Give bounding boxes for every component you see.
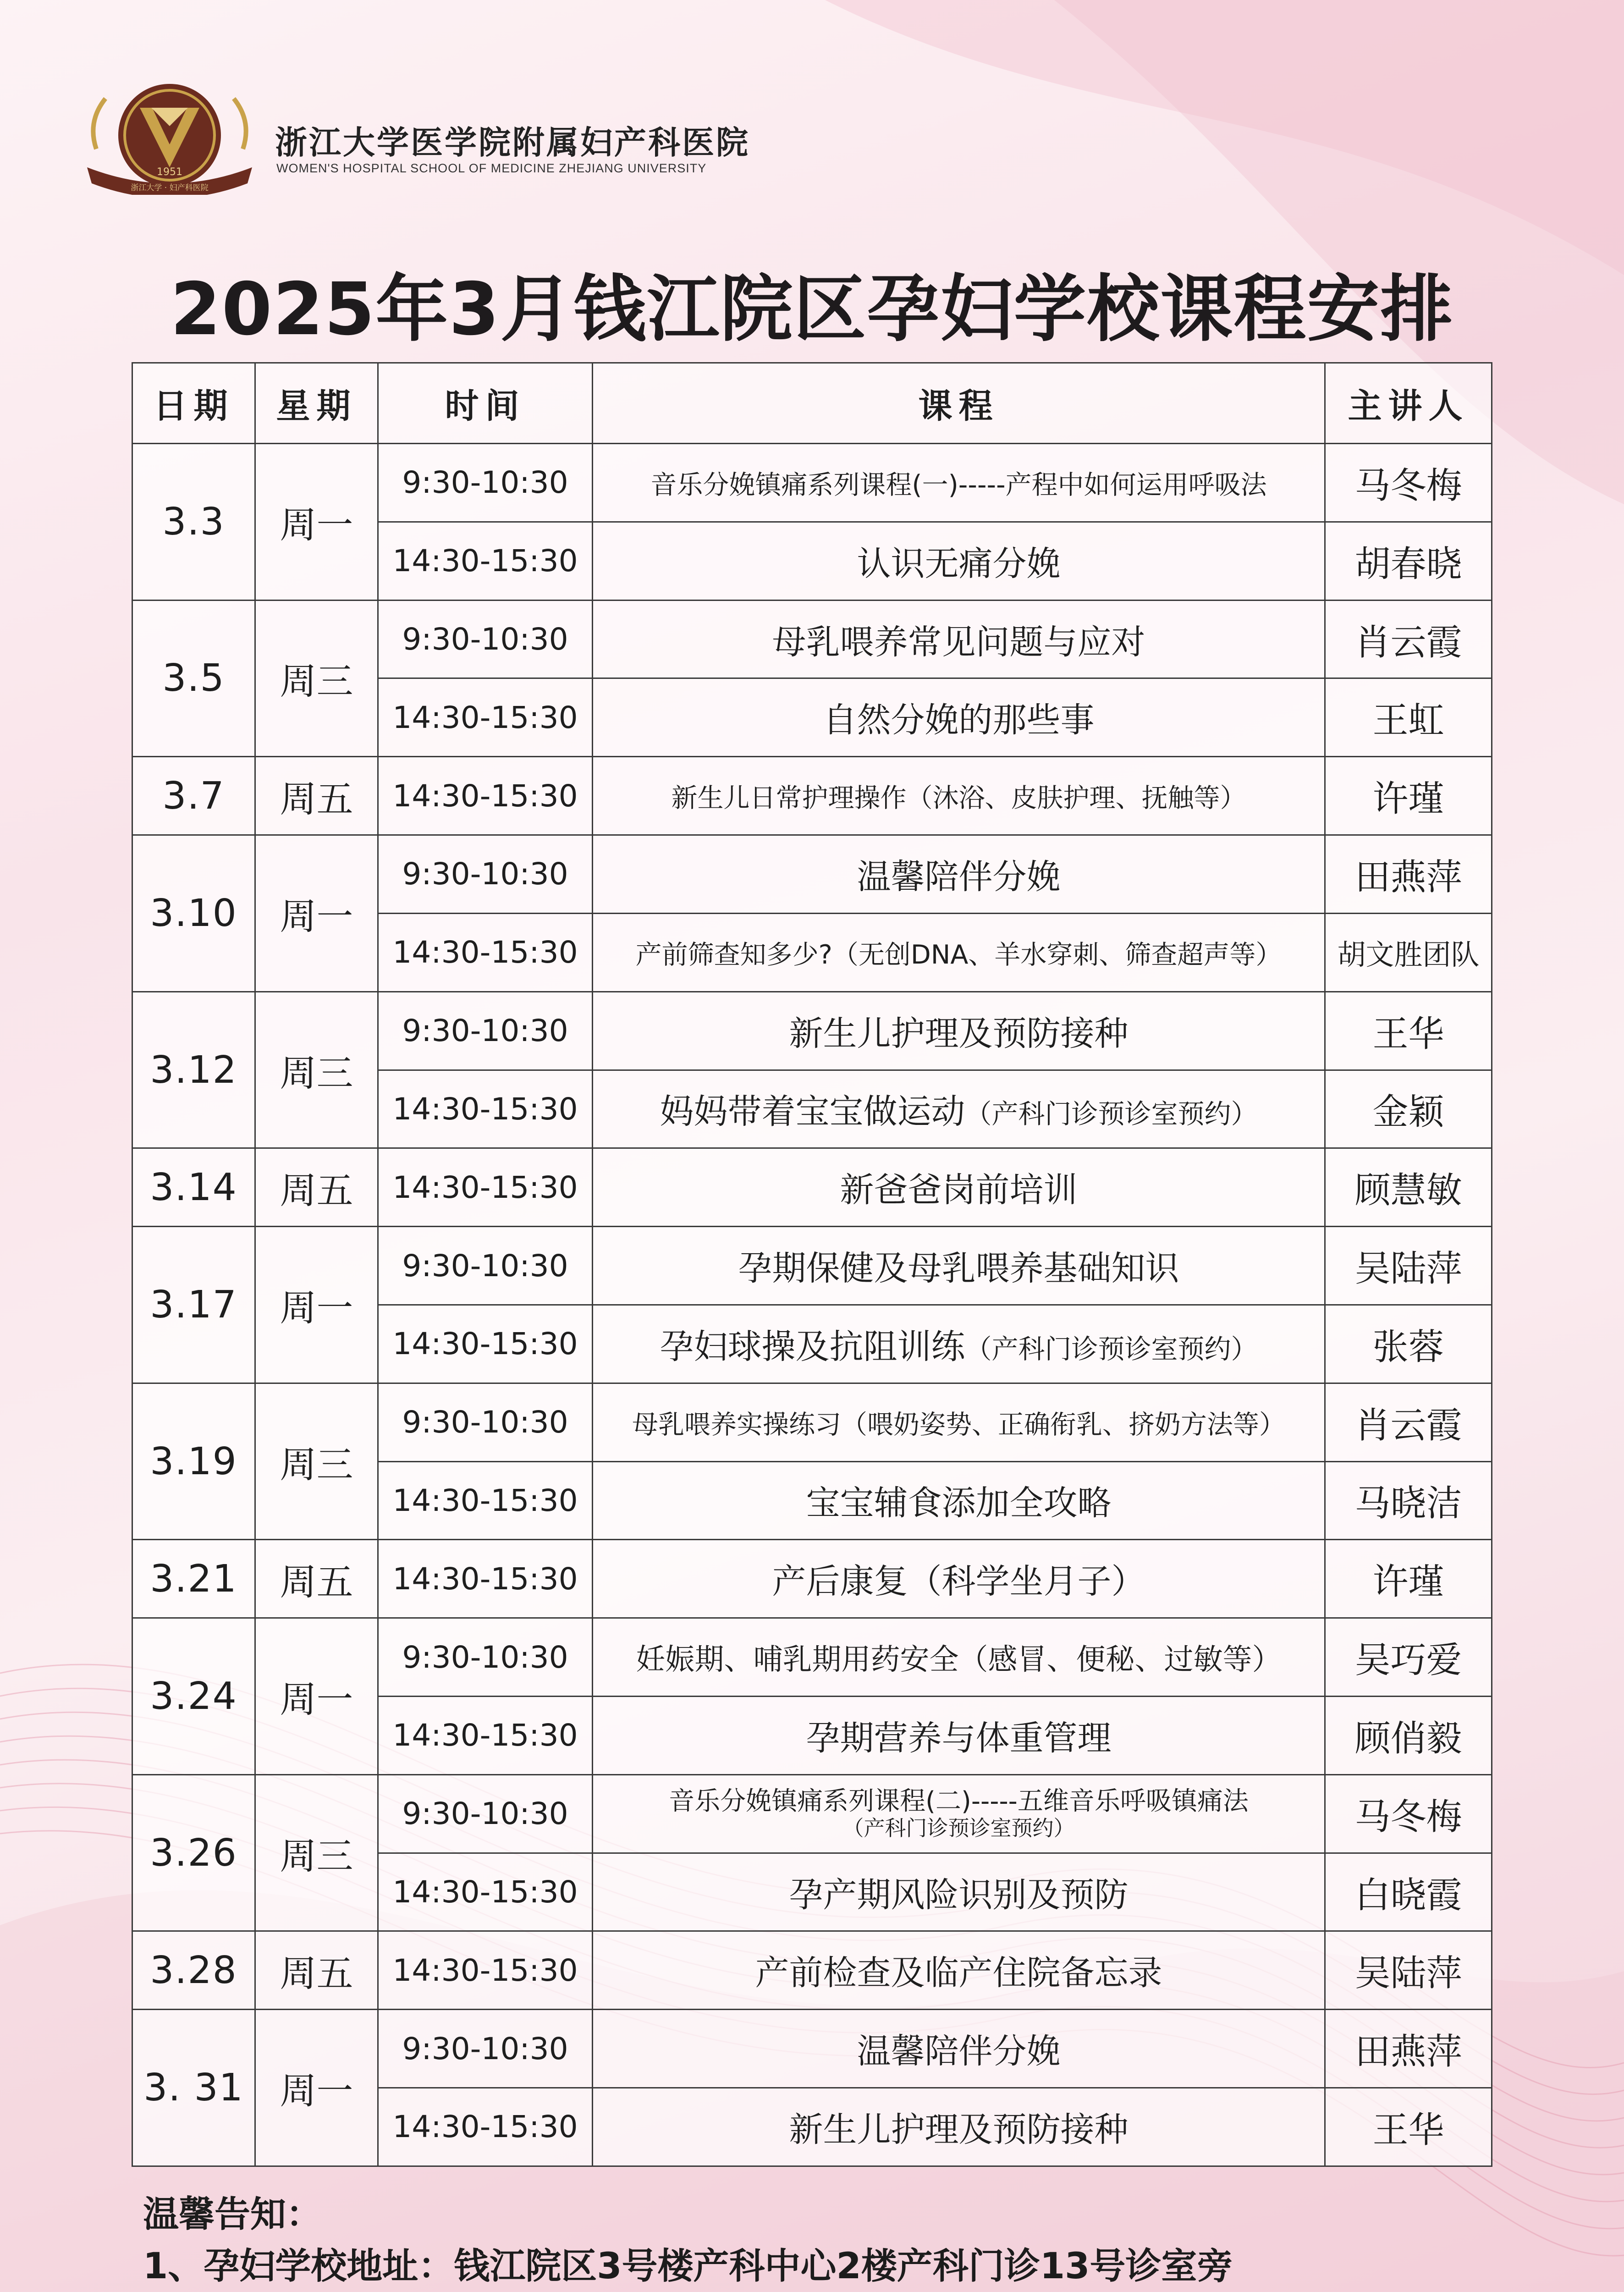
course-cell: 新生儿护理及预防接种 [593,2088,1325,2166]
notices-section [143,2189,1383,2292]
course-cell: 音乐分娩镇痛系列课程(一)-----产程中如何运用呼吸法 [593,444,1325,522]
date-cell: 3.14 [132,1148,255,1227]
time-cell: 9:30-10:30 [378,1383,593,1461]
date-cell: 3. 31 [132,2010,255,2166]
table-row [132,1383,1492,1461]
course-cell: 认识无痛分娩 [593,522,1325,600]
lecturer-cell: 田燕萍 [1325,2010,1492,2088]
time-cell: 14:30-15:30 [378,913,593,992]
date-cell: 3.12 [132,992,255,1148]
header-weekday: 星期 [255,363,378,444]
course-title: 孕妇球操及抗阻训练 [660,1327,965,1366]
time-cell: 14:30-15:30 [378,1305,593,1383]
page-title: 2025年3月钱江院区孕妇学校课程安排 [170,267,1454,352]
time-cell: 9:30-10:30 [378,444,593,522]
course-note: （产科门诊预诊室预约） [965,1333,1258,1365]
course-cell: 温馨陪伴分娩 [593,835,1325,914]
lecturer-cell: 张蓉 [1325,1305,1492,1383]
table-row [132,600,1492,678]
lecturer-cell: 许瑾 [1325,1540,1492,1618]
table-header-row [132,363,1492,444]
time-cell: 9:30-10:30 [378,1227,593,1305]
time-cell: 14:30-15:30 [378,678,593,757]
time-cell: 14:30-15:30 [378,522,593,600]
header-course: 课程 [593,363,1325,444]
logo-ribbon-text: 浙江大学 · 妇产科医院 [131,183,209,193]
course-cell: 自然分娩的那些事 [593,678,1325,757]
table-row [132,1774,1492,1853]
logo-year: 1951 [157,166,182,178]
time-cell: 14:30-15:30 [378,1931,593,2010]
lecturer-cell: 肖云霞 [1325,600,1492,678]
time-cell: 9:30-10:30 [378,1774,593,1853]
hospital-name-cn: 浙江大学医学院附属妇产科医院 [275,123,750,161]
lecturer-cell: 金颖 [1325,1070,1492,1148]
lecturer-cell: 胡文胜团队 [1325,913,1492,992]
lecturer-cell: 肖云霞 [1325,1383,1492,1461]
lecturer-cell: 马冬梅 [1325,1774,1492,1853]
weekday-cell: 周五 [255,757,378,835]
course-cell: 产后康复（科学坐月子） [593,1540,1325,1618]
lecturer-cell: 吴巧爱 [1325,1618,1492,1697]
date-cell: 3.26 [132,1774,255,1931]
date-cell: 3.24 [132,1618,255,1775]
table-row [132,1931,1492,2010]
header-date: 日期 [132,363,255,444]
date-cell: 3.10 [132,835,255,992]
schedule-table [132,362,1492,2167]
table-row [132,1618,1492,1697]
course-note: （产科门诊预诊室预约） [965,1098,1258,1130]
lecturer-cell: 顾慧敏 [1325,1148,1492,1227]
weekday-cell: 周一 [255,1618,378,1775]
lecturer-cell: 王华 [1325,2088,1492,2166]
table-row [132,1540,1492,1618]
course-cell: 母乳喂养实操练习（喂奶姿势、正确衔乳、挤奶方法等） [593,1383,1325,1461]
time-cell: 14:30-15:30 [378,1853,593,1931]
weekday-cell: 周五 [255,1540,378,1618]
weekday-cell: 周三 [255,600,378,757]
hospital-name-en: WOMEN'S HOSPITAL SCHOOL OF MEDICINE ZHEJIANG UNIVERSITY [276,161,707,175]
course-cell: 妊娠期、哺乳期用药安全（感冒、便秘、过敏等） [593,1618,1325,1697]
course-cell: 孕期营养与体重管理 [593,1697,1325,1775]
course-cell: 产前筛查知多少?（无创DNA、羊水穿刺、筛查超声等） [593,913,1325,992]
time-cell: 9:30-10:30 [378,2010,593,2088]
table-row [132,835,1492,914]
time-cell: 9:30-10:30 [378,600,593,678]
course-cell: 孕期保健及母乳喂养基础知识 [593,1227,1325,1305]
table-row [132,757,1492,835]
weekday-cell: 周一 [255,2010,378,2166]
course-cell [593,1305,1325,1383]
course-cell: 温馨陪伴分娩 [593,2010,1325,2088]
table-row [132,1227,1492,1305]
table-row [132,444,1492,522]
hospital-logo-emblem [78,80,261,195]
lecturer-cell: 王虹 [1325,678,1492,757]
weekday-cell: 周一 [255,444,378,601]
lecturer-cell: 马冬梅 [1325,444,1492,522]
date-cell: 3.28 [132,1931,255,2010]
weekday-cell: 周一 [255,835,378,992]
weekday-cell: 周三 [255,1383,378,1540]
time-cell: 14:30-15:30 [378,2088,593,2166]
time-cell: 14:30-15:30 [378,1540,593,1618]
lecturer-cell: 吴陆萍 [1325,1931,1492,2010]
notice-address: 1、孕妇学校地址：钱江院区3号楼产科中心2楼产科门诊13号诊室旁 [143,2246,1233,2287]
lecturer-cell: 马晓洁 [1325,1461,1492,1540]
lecturer-cell: 田燕萍 [1325,835,1492,914]
time-cell: 14:30-15:30 [378,1070,593,1148]
course-cell: 孕产期风险识别及预防 [593,1853,1325,1931]
course-cell: 产前检查及临产住院备忘录 [593,1931,1325,2010]
date-cell: 3.7 [132,757,255,835]
time-cell: 14:30-15:30 [378,1148,593,1227]
course-cell [593,1070,1325,1148]
lecturer-cell: 胡春晓 [1325,522,1492,600]
time-cell: 14:30-15:30 [378,757,593,835]
course-cell: 新爸爸岗前培训 [593,1148,1325,1227]
lecturer-cell: 王华 [1325,992,1492,1070]
table-row [132,2010,1492,2088]
table-row [132,1148,1492,1227]
date-cell: 3.19 [132,1383,255,1540]
date-cell: 3.17 [132,1227,255,1383]
header-time: 时间 [378,363,593,444]
course-cell: 宝宝辅食添加全攻略 [593,1461,1325,1540]
course-title: 音乐分娩镇痛系列课程(二)-----五维音乐呼吸镇痛法 [669,1786,1249,1817]
time-cell: 9:30-10:30 [378,835,593,914]
notices-heading: 温馨告知： [143,2194,322,2235]
weekday-cell: 周三 [255,992,378,1148]
lecturer-cell: 许瑾 [1325,757,1492,835]
header-lecturer: 主讲人 [1325,363,1492,444]
course-cell [593,1774,1325,1853]
time-cell: 9:30-10:30 [378,1618,593,1697]
lecturer-cell: 白晓霞 [1325,1853,1492,1931]
lecturer-cell: 吴陆萍 [1325,1227,1492,1305]
time-cell: 9:30-10:30 [378,992,593,1070]
course-cell: 新生儿日常护理操作（沐浴、皮肤护理、抚触等） [593,757,1325,835]
weekday-cell: 周五 [255,1148,378,1227]
time-cell: 14:30-15:30 [378,1697,593,1775]
table-row [132,992,1492,1070]
date-cell: 3.5 [132,600,255,757]
course-title: 妈妈带着宝宝做运动 [660,1092,965,1132]
time-cell: 14:30-15:30 [378,1461,593,1540]
date-cell: 3.3 [132,444,255,601]
weekday-cell: 周一 [255,1227,378,1383]
date-cell: 3.21 [132,1540,255,1618]
weekday-cell: 周三 [255,1774,378,1931]
lecturer-cell: 顾俏毅 [1325,1697,1492,1775]
weekday-cell: 周五 [255,1931,378,2010]
course-note: （产科门诊预诊室预约） [842,1816,1075,1841]
course-cell: 母乳喂养常见问题与应对 [593,600,1325,678]
course-cell: 新生儿护理及预防接种 [593,992,1325,1070]
